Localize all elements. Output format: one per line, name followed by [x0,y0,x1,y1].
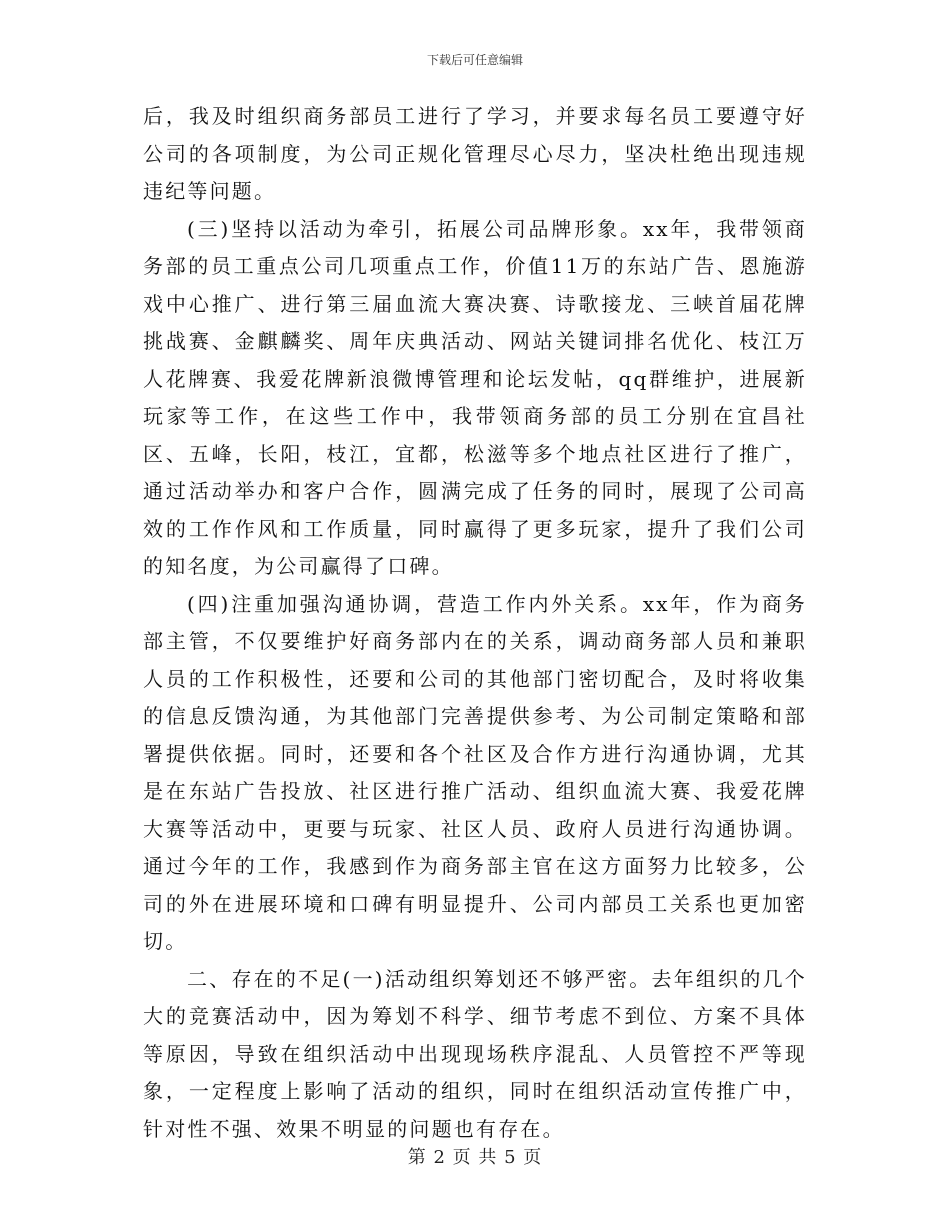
paragraph: (三)坚持以活动为牵引，拓展公司品牌形象。xx年，我带领商务部的员工重点公司几项重点工作，价值11万的东站广告、恩施游戏中心推广、进行第三届血流大赛决赛、诗歌接龙、三峡首届花牌挑战赛、金麒麟奖、周年庆典活动、网站关键词排名优化、枝江万人花牌赛、我爱花牌新浪微博管理和论坛发帖，qq群维护，进展新玩家等工作，在这些工作中，我带领商务部的员工分别在宜昌社区、五峰，长阳，枝江，宜都，松滋等多个地点社区进行了推广，通过活动举办和客户合作，圆满完成了任务的同时，展现了公司高效的工作作风和工作质量，同时赢得了更多玩家，提升了我们公司的知名度，为公司赢得了口碑。 [143,216,807,578]
page-number-footer: 第 2 页 共 5 页 [407,1147,543,1168]
document-body [143,98,807,1148]
paragraph: (四)注重加强沟通协调，营造工作内外关系。xx年，作为商务部主管，不仅要维护好商务部内在的关系，调动商务部人员和兼职人员的工作积极性，还要和公司的其他部门密切配合，及时将收集的信息反馈沟通，为其他部门完善提供参考、为公司制定策略和部署提供依据。同时，还要和各个社区及合作方进行沟通协调，尤其是在东站广告投放、社区进行推广活动、组织血流大赛、我爱花牌大赛等活动中，更要与玩家、社区人员、政府人员进行沟通协调。通过今年的工作，我感到作为商务部主官在这方面努力比较多，公司的外在进展环境和口碑有明显提升、公司内部员工关系也更加密切。 [143,591,807,953]
paragraph: 后，我及时组织商务部员工进行了学习，并要求每名员工要遵守好公司的各项制度，为公司正规化管理尽心尽力，坚决杜绝出现违规违纪等问题。 [143,104,807,203]
page-header: 下载后可任意编辑 [426,53,523,67]
paragraph: 二、存在的不足(一)活动组织筹划还不够严密。去年组织的几个大的竞赛活动中，因为筹划不科学、细节考虑不到位、方案不具体等原因，导致在组织活动中出现现场秩序混乱、人员管控不严等现象，一定程度上影响了活动的组织，同时在组织活动宣传推广中，针对性不强、效果不明显的问题也有存在。 [143,966,807,1141]
